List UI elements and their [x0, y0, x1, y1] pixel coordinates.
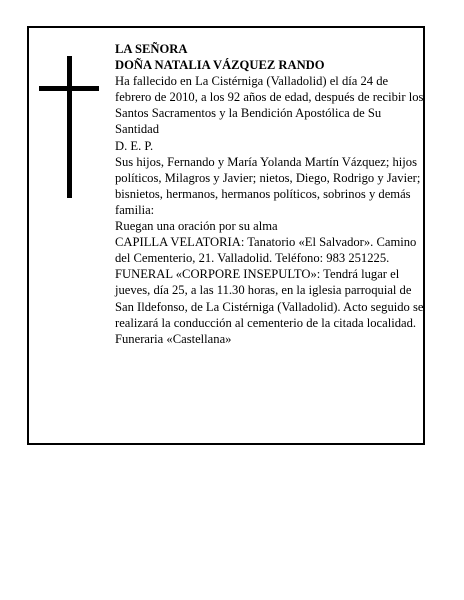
obituary-notice	[27, 26, 425, 445]
chapel-info: CAPILLA VELATORIA: Tanatorio «El Salvador». Camino del Cementerio, 21. Valladolid. Teléfono: 983 251225.	[115, 235, 417, 266]
funeral-info: FUNERAL «CORPORE INSEPULTO»: Tendrá lugar el jueves, día 25, a las 11.30 horas, en la iglesia parroquial de San Ildefonso, de La Cistérniga (Valladolid). Acto seguido se realizará la conducción al cementerio de la citada localidad.	[115, 267, 424, 330]
deceased-name: DOÑA NATALIA VÁZQUEZ RANDO	[115, 58, 325, 73]
rip-text: D. E. P.	[115, 138, 154, 153]
cross-horizontal-bar	[39, 86, 99, 91]
notice-heading: LA SEÑORA	[115, 42, 188, 56]
cross-vertical-bar	[67, 56, 72, 198]
family-list: Sus hijos, Fernando y María Yolanda Martín Vázquez; hijos políticos, Milagros y Javier; nietos, Diego, Rodrigo y Javier; bisnietos, hermanos, hermanos políticos, sobrinos y demás familia:	[115, 154, 421, 217]
cross-icon	[39, 56, 99, 198]
death-announcement: Ha fallecido en La Cistérniga (Valladolid) el día 24 de febrero de 2010, a los 92 años de edad, después de recibir los Santos Sacramentos y la Bendición Apostólica de Su Santidad	[115, 74, 424, 137]
prayer-request: Ruegan una oración por su alma	[115, 219, 278, 234]
notice-content	[115, 41, 427, 347]
funeral-home: Funeraria «Castellana»	[115, 331, 232, 346]
